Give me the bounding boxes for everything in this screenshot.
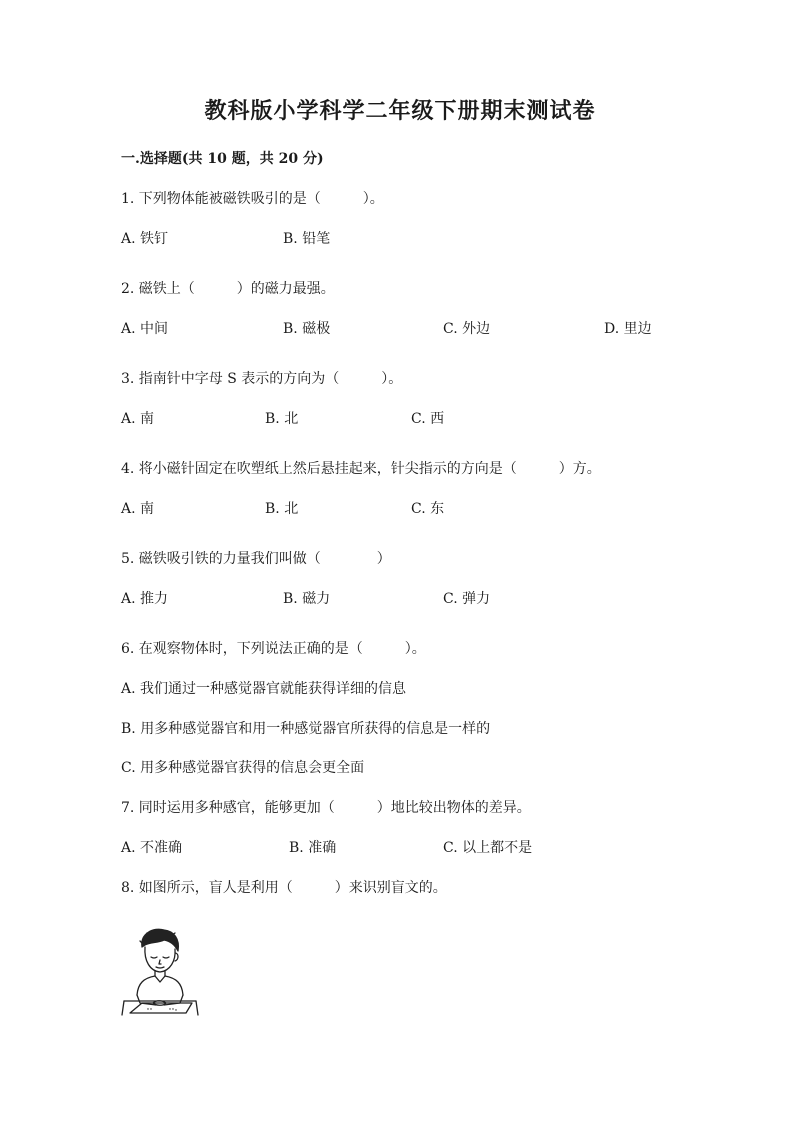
q3-option-b[interactable]: B. 北: [265, 411, 299, 427]
question-4: 4. 将小磁针固定在吹塑纸上然后悬挂起来，针尖指示的方向是（ ）方。: [121, 461, 601, 477]
q7-option-a[interactable]: A. 不准确: [121, 840, 183, 856]
q2-option-d[interactable]: D. 里边: [604, 321, 652, 337]
q3-option-a[interactable]: A. 南: [121, 411, 155, 427]
question-6: 6. 在观察物体时，下列说法正确的是（ ）。: [121, 641, 426, 657]
q4-option-c[interactable]: C. 东: [411, 501, 445, 517]
q7-option-c[interactable]: C. 以上都不是: [443, 840, 533, 856]
question-8: 8. 如图所示，盲人是利用（ ）来识别盲文的。: [121, 880, 447, 896]
question-3: 3. 指南针中字母 S 表示的方向为（ ）。: [121, 371, 403, 387]
q5-option-c[interactable]: C. 弹力: [443, 591, 491, 607]
q7-option-b[interactable]: B. 准确: [289, 840, 337, 856]
question-5: 5. 磁铁吸引铁的力量我们叫做（ ）: [121, 551, 391, 567]
question-2: 2. 磁铁上（ ）的磁力最强。: [121, 281, 335, 297]
page-title: 教科版小学科学二年级下册期末测试卷: [204, 98, 596, 124]
q4-option-b[interactable]: B. 北: [265, 501, 299, 517]
q1-option-b[interactable]: B. 铅笔: [283, 231, 331, 247]
blind-reader-illustration: [120, 925, 200, 1017]
q6-option-b[interactable]: B. 用多种感觉器官和用一种感觉器官所获得的信息是一样的: [121, 721, 491, 737]
q2-option-b[interactable]: B. 磁极: [283, 321, 331, 337]
q6-option-c[interactable]: C. 用多种感觉器官获得的信息会更全面: [121, 760, 365, 776]
q3-option-c[interactable]: C. 西: [411, 411, 445, 427]
question-7: 7. 同时运用多种感官，能够更加（ ）地比较出物体的差异。: [121, 800, 531, 816]
q5-option-b[interactable]: B. 磁力: [283, 591, 331, 607]
q2-option-c[interactable]: C. 外边: [443, 321, 491, 337]
q5-option-a[interactable]: A. 推力: [121, 591, 169, 607]
q1-option-a[interactable]: A. 铁钉: [121, 231, 169, 247]
q2-option-a[interactable]: A. 中间: [121, 321, 169, 337]
question-1: 1. 下列物体能被磁铁吸引的是（ ）。: [121, 191, 384, 207]
section-heading: 一.选择题(共 10 题，共 20 分): [121, 151, 324, 167]
q4-option-a[interactable]: A. 南: [121, 501, 155, 517]
q6-option-a[interactable]: A. 我们通过一种感觉器官就能获得详细的信息: [121, 681, 407, 697]
